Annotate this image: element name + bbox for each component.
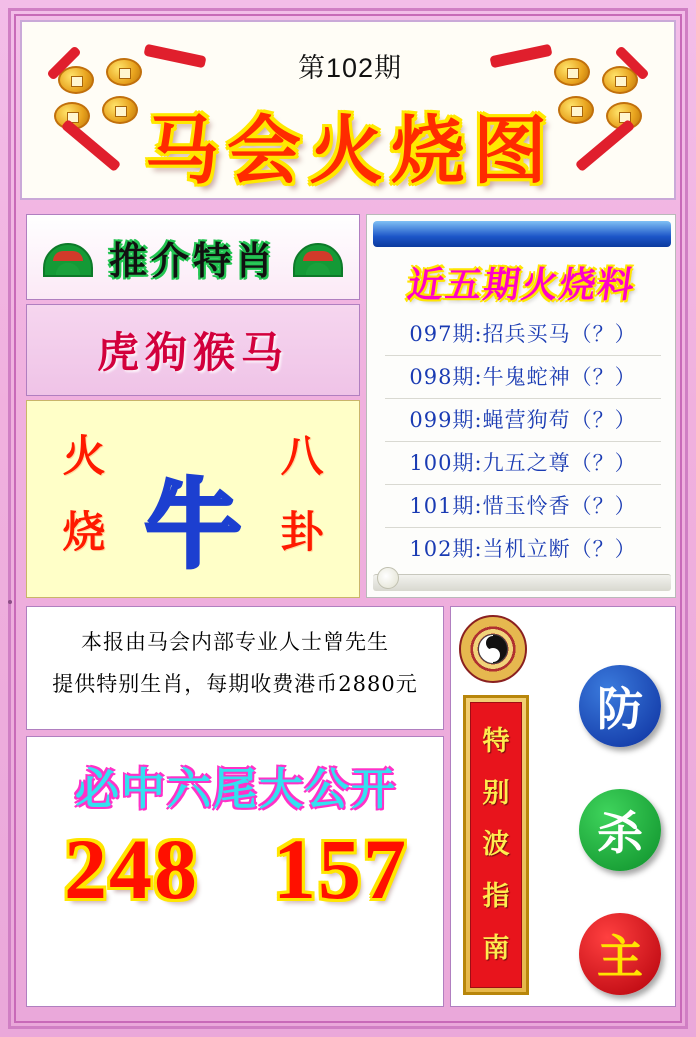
numbers-heading: 必中六尾大公开 [75, 764, 397, 815]
badge-zhu[interactable]: 主 [579, 913, 661, 995]
notice-line-2: 提供特别生肖，每期收费港币2880元 [52, 672, 418, 696]
side-panel [450, 606, 676, 1007]
bagua-left-top: 火 [62, 432, 106, 482]
fan-icon [293, 243, 343, 277]
recommended-zodiacs [26, 304, 360, 396]
history-scroll-panel [366, 214, 676, 598]
notice-box [26, 606, 444, 730]
vertical-banner-inner [470, 702, 522, 988]
list-item: 100期:九五之尊（？） [385, 442, 661, 485]
numbers-box [26, 736, 444, 1007]
scroll-top-rod [373, 221, 671, 247]
recommend-label: 推介特肖 [108, 237, 277, 283]
fan-icon [43, 243, 93, 277]
banner-char: 别 [482, 777, 510, 809]
yin-yang-icon [478, 634, 508, 664]
zodiac-list-label: 虎狗猴马 [96, 328, 289, 377]
number-left: 248 [64, 821, 199, 917]
list-item: 098期:牛鬼蛇神（？） [385, 356, 661, 399]
bagua-left-bottom: 烧 [62, 508, 106, 558]
notice-line-1: 本报由马会内部专业人士曾先生 [81, 630, 389, 654]
bagua-center-animal: 牛 [145, 468, 241, 581]
page-title: 马会火烧图 [145, 108, 555, 194]
banner-char: 波 [482, 829, 510, 861]
list-item: 099期:蝇营狗苟（？） [385, 399, 661, 442]
list-item: 102期:当机立断（？） [409, 537, 637, 561]
scroll-bottom-rod [373, 574, 671, 591]
bagua-right-top: 八 [280, 432, 324, 482]
list-item: 101期:惜玉怜香（？） [385, 485, 661, 528]
title-banner [20, 20, 676, 200]
scroll-curl-icon [377, 567, 399, 589]
banner-char: 特 [482, 725, 510, 757]
bagua-right-bottom: 卦 [280, 508, 324, 558]
issue-number: 第102期 [297, 53, 403, 83]
recommend-header [26, 214, 360, 300]
badge-fang[interactable]: 防 [579, 665, 661, 747]
bagua-right-labels [267, 419, 337, 571]
history-list [385, 313, 661, 570]
number-right: 157 [273, 821, 408, 917]
badge-sha[interactable]: 杀 [579, 789, 661, 871]
bagua-box [26, 400, 360, 598]
bagua-disc-icon [459, 615, 527, 683]
list-item: 097期:招兵买马（？） [385, 313, 661, 356]
history-title: 近五期火烧料 [404, 264, 639, 306]
numbers-row [27, 819, 445, 919]
vertical-banner [463, 695, 529, 995]
corner-dot [8, 600, 12, 604]
banner-char: 南 [482, 933, 510, 965]
banner-char: 指 [482, 881, 510, 913]
